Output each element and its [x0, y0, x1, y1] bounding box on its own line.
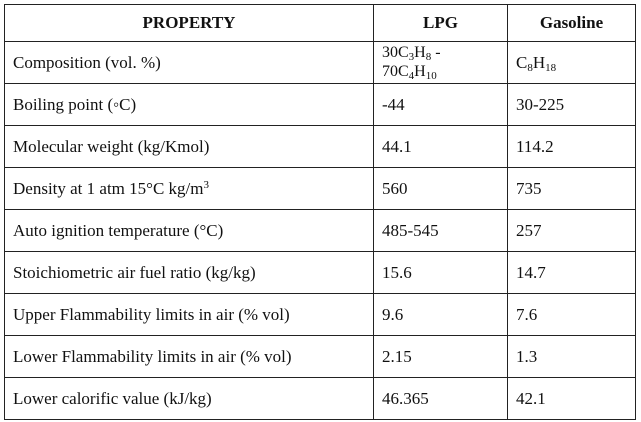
property-cell: Auto ignition temperature (°C): [5, 210, 374, 252]
property-cell: Upper Flammability limits in air (% vol): [5, 294, 374, 336]
lpg-value-cell: 44.1: [374, 126, 508, 168]
gasoline-value-cell: 257: [508, 210, 636, 252]
gasoline-value-cell: 14.7: [508, 252, 636, 294]
property-cell: Boiling point (◦C): [5, 84, 374, 126]
lpg-value-cell: $30C_3H_8$ - $70C_4H_{10}$: [374, 42, 508, 84]
header-row: [5, 5, 636, 42]
table-row: [5, 336, 636, 378]
table-row: [5, 252, 636, 294]
properties-table: [4, 4, 636, 420]
table-row: [5, 84, 636, 126]
table-row: [5, 42, 636, 84]
table-row: [5, 168, 636, 210]
property-cell: Density at 1 atm 15°C $kg/m^3$: [5, 168, 374, 210]
table-row: [5, 294, 636, 336]
table-body: [5, 42, 636, 420]
gasoline-value-cell: 7.6: [508, 294, 636, 336]
lpg-value-cell: 485-545: [374, 210, 508, 252]
gasoline-value-cell: 735: [508, 168, 636, 210]
property-cell: Molecular weight (kg/Kmol): [5, 126, 374, 168]
header-property: PROPERTY: [5, 5, 374, 42]
gasoline-value-cell: $C_8H_{18}$: [508, 42, 636, 84]
property-cell: Stoichiometric air fuel ratio (kg/kg): [5, 252, 374, 294]
property-cell: Lower Flammability limits in air (% vol): [5, 336, 374, 378]
lpg-value-cell: -44: [374, 84, 508, 126]
gasoline-value-cell: 1.3: [508, 336, 636, 378]
property-cell: Composition (vol. %): [5, 42, 374, 84]
table-row: [5, 126, 636, 168]
gasoline-value-cell: 42.1: [508, 378, 636, 420]
header-gasoline: Gasoline: [508, 5, 636, 42]
lpg-value-cell: 46.365: [374, 378, 508, 420]
property-cell: Lower calorific value (kJ/kg): [5, 378, 374, 420]
lpg-value-cell: 2.15: [374, 336, 508, 378]
header-lpg: LPG: [374, 5, 508, 42]
gasoline-value-cell: 114.2: [508, 126, 636, 168]
lpg-value-cell: 15.6: [374, 252, 508, 294]
table-row: [5, 378, 636, 420]
lpg-value-cell: 560: [374, 168, 508, 210]
lpg-value-cell: 9.6: [374, 294, 508, 336]
gasoline-value-cell: 30-225: [508, 84, 636, 126]
table-row: [5, 210, 636, 252]
